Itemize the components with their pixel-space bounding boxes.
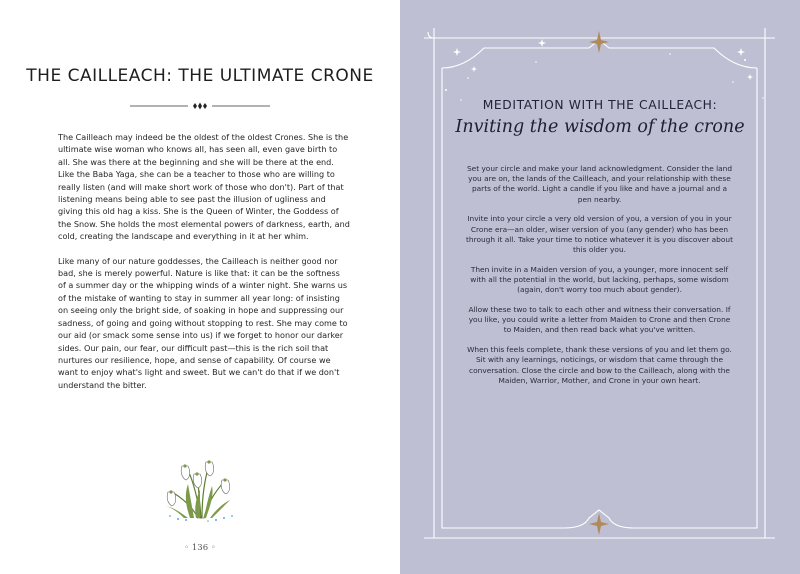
page-title: THE CAILLEACH: THE ULTIMATE CRONE (26, 66, 374, 86)
body-paragraph: The Cailleach may indeed be the oldest of the oldest Crones. She is the ultimate wise woman who knows all, has seen all, even gave birth to all. She was there at the beginning and she will be there at the end. Like the Baba Yaga, she can be a teacher to those who are willing to really listen (and will make short work of those who don't). Part of that listening means being able to see past the illusion of ugliness and giving this old hag a kiss. She is the Queen of Winter, the Goddess of the Snow. She holds the most elemental powers of darkness, earth, and cold, creating the landscape and everything in it at her whim. (58, 132, 350, 242)
body-paragraph: When this feels complete, thank these versions of you and let them go. Sit with any learnings, noticings, or wisdom that came through the conversation. Close the circle and bow to the Cailleach, along with the Maiden, Warrior, Mother, and Crone in your own heart. (467, 345, 732, 385)
meditation-subheading: Inviting the wisdom of the crone (455, 117, 745, 137)
body-paragraph: Like many of our nature goddesses, the Cailleach is neither good nor bad, she is merely powerful. Nature is like that: it can be the softness of a summer day or the whipping winds of a winter night. She warns us of the mistake of wanting to stay in summer all year long: of insisting on seeing only the bright side, of soaking in hope and suppressing our sadness, of going and going without stopping to rest. She may come to our aid (or smack some sense into us) if we forget to honor our darker sides. Our pain, our fear, our difficult past—this is the rich soil that nurtures our resilience, hope, and sense of capability. Of course we want to enjoy what's light and sweet. But we can't do that if we don't understand the bitter. (58, 255, 348, 390)
meditation-body (466, 164, 733, 396)
article-body (58, 131, 350, 403)
body-paragraph: Then invite in a Maiden version of you, a younger, more innocent self with all the potential in the world, but lacking, perhaps, some wisdom (again, don't worry too much about gender). (470, 264, 729, 295)
ornament-left: ◦ (184, 543, 192, 553)
body-paragraph: Allow these two to talk to each other and witness their conversation. If you like, you could write a letter from Maiden to Crone and then Crone to Maiden, and then read back what you've written. (468, 305, 731, 335)
body-paragraph: Set your circle and make your land acknowledgment. Consider the land you are on, the lands of the Cailleach, and your relationship with these parts of the world. Light a candle if you like and have a journal and a pen nearby. (466, 164, 733, 204)
snowdrop-flower-icon (160, 440, 242, 522)
meditation-heading: MEDITATION WITH THE CAILLEACH: (482, 98, 718, 112)
page-number: ◦ 136 ◦ (184, 543, 216, 553)
body-paragraph: Invite into your circle a very old version of you, a version of you in your Crone era—an older, wiser version of you (any gender) who has been through it all. Take your time to notice whatever it is you discover about this older you. (466, 214, 733, 255)
diamond-divider-icon (130, 101, 270, 111)
gold-star-icon (589, 31, 609, 53)
ornament-right: ◦ (208, 543, 216, 553)
